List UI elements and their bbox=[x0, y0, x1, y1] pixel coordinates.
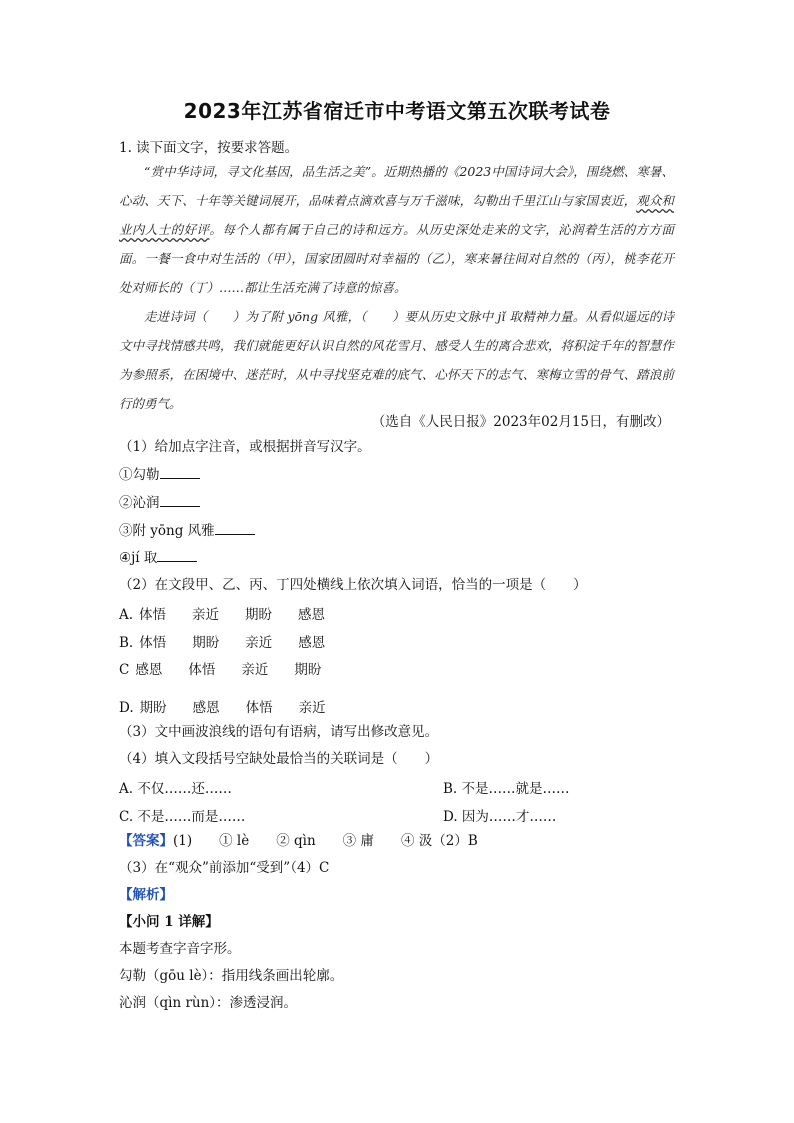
option-word: 期盼 bbox=[245, 607, 273, 623]
option-word: 体悟 bbox=[139, 607, 167, 623]
option-word: 体悟 bbox=[245, 700, 273, 716]
analysis-label: 【解析】 bbox=[119, 887, 173, 903]
q3-prompt: （3）文中画波浪线的语句有语病，请写出修改意见。 bbox=[119, 724, 439, 740]
answer-text: (1) ① lè ② qìn ③ 庸 ④ 汲（2）B bbox=[173, 833, 478, 849]
analysis-subheading: 【小问 1 详解】 bbox=[119, 914, 219, 930]
q1-item bbox=[119, 549, 197, 567]
q2-option-c bbox=[119, 658, 347, 678]
option-word: 亲近 bbox=[298, 700, 326, 716]
answer-blank[interactable] bbox=[215, 522, 255, 535]
q1-item bbox=[119, 466, 200, 484]
option-word: 感恩 bbox=[298, 607, 326, 623]
passage-paragraph-2: 走进诗词（ ）为了附 yōng 风雅，（ ）要从历史文脉中 jǐ 取精神力量。从看似遥远的诗文中寻找情感共鸣，我们就能更好认识自然的风花雪月、感受人生的离合悲欢，将积淀千年的智慧作为参照系，在困境中、迷茫时，从中寻找坚克难的底气、心怀天下的志气、寒梅立雪的骨气、踏浪前行的勇气。 bbox=[119, 309, 674, 411]
answer-blank[interactable] bbox=[160, 466, 200, 479]
option-word: 亲近 bbox=[192, 607, 220, 623]
option-label: C bbox=[119, 662, 130, 678]
q4-option-b: B. 不是……就是…… bbox=[443, 781, 570, 797]
q4-option-d: D. 因为……才…… bbox=[443, 809, 557, 825]
q2-prompt: （2）在文段甲、乙、丙、丁四处横线上依次填入词语，恰当的一项是（ ） bbox=[119, 577, 587, 593]
question-header: 1. 读下面文字，按要求答题。 bbox=[119, 140, 299, 156]
q1-item-text: ①勾勒 bbox=[119, 467, 160, 483]
q1-item bbox=[119, 494, 200, 512]
q1-item-text: ③附 yōng 风雅 bbox=[119, 523, 215, 539]
analysis-line: 勾勒（gōu lè）：指用线条画出轮廓。 bbox=[119, 968, 344, 984]
option-label: B. bbox=[119, 635, 134, 651]
q4-prompt: （4）填入文段括号空缺处最恰当的关联词是（ ） bbox=[119, 751, 439, 767]
q4-option-c: C. 不是……而是…… bbox=[119, 809, 246, 825]
option-word: 感恩 bbox=[135, 662, 163, 678]
option-word: 期盼 bbox=[192, 635, 220, 651]
analysis-line: 本题考查字音字形。 bbox=[119, 941, 241, 957]
option-word: 期盼 bbox=[294, 662, 322, 678]
q2-option-d bbox=[119, 696, 352, 716]
passage-text: 。每个人都有属于自己的诗和远方。从历史深处走来的文字，沁润着生活的方方面面。一餐一食中对生活的（甲），国家团圆时对幸福的（乙），寒来暑往间对自然的（丙），桃李花开处对师长的（丁）……都让生活充满了诗意的惊喜。 bbox=[119, 222, 674, 295]
q1-item-text: ④jí 取 bbox=[119, 550, 158, 566]
passage bbox=[119, 157, 674, 418]
option-word: 体悟 bbox=[139, 635, 167, 651]
q2-option-b bbox=[119, 631, 351, 651]
page-title: 2023年江苏省宿迁市中考语文第五次联考试卷 bbox=[183, 99, 611, 123]
passage-paragraph-1 bbox=[119, 157, 674, 302]
option-word: 体悟 bbox=[188, 662, 216, 678]
option-word: 期盼 bbox=[139, 700, 167, 716]
answer-blank[interactable] bbox=[157, 549, 197, 562]
answer-label: 【答案】 bbox=[119, 833, 173, 849]
option-word: 感恩 bbox=[298, 635, 326, 651]
passage-text: “赏中华诗词，寻文化基因，品生活之美”。近期热播的《2023中国诗词大会》，围绕燃、寒暑、心动、天下、十年等关键词展开，品味着点滴欢喜与万千滋味，勾勒出千里江山与家国衷近， bbox=[119, 164, 674, 208]
q1-item bbox=[119, 522, 255, 540]
analysis-line: 沁润（qìn rùn）：渗透浸润。 bbox=[119, 995, 298, 1011]
option-label: A. bbox=[119, 607, 134, 623]
option-word: 亲近 bbox=[241, 662, 269, 678]
q2-option-a bbox=[119, 603, 351, 623]
option-label: D. bbox=[119, 700, 134, 716]
q4-option-a: A. 不仅……还…… bbox=[119, 781, 232, 797]
passage-source: （选自《人民日报》2023年02月15日，有删改） bbox=[371, 414, 670, 430]
wavy-underlined-sentence: 观众和业内人士的好评 bbox=[119, 193, 674, 237]
q1-item-text: ②沁润 bbox=[119, 495, 160, 511]
answer-blank[interactable] bbox=[160, 494, 200, 507]
answer-line-2: （3）在“观众”前添加“受到”（4）C bbox=[119, 860, 330, 876]
option-word: 感恩 bbox=[192, 700, 220, 716]
answer-line-1 bbox=[119, 832, 478, 850]
q1-prompt: （1）给加点字注音，或根据拼音写汉字。 bbox=[119, 439, 371, 455]
option-word: 亲近 bbox=[245, 635, 273, 651]
